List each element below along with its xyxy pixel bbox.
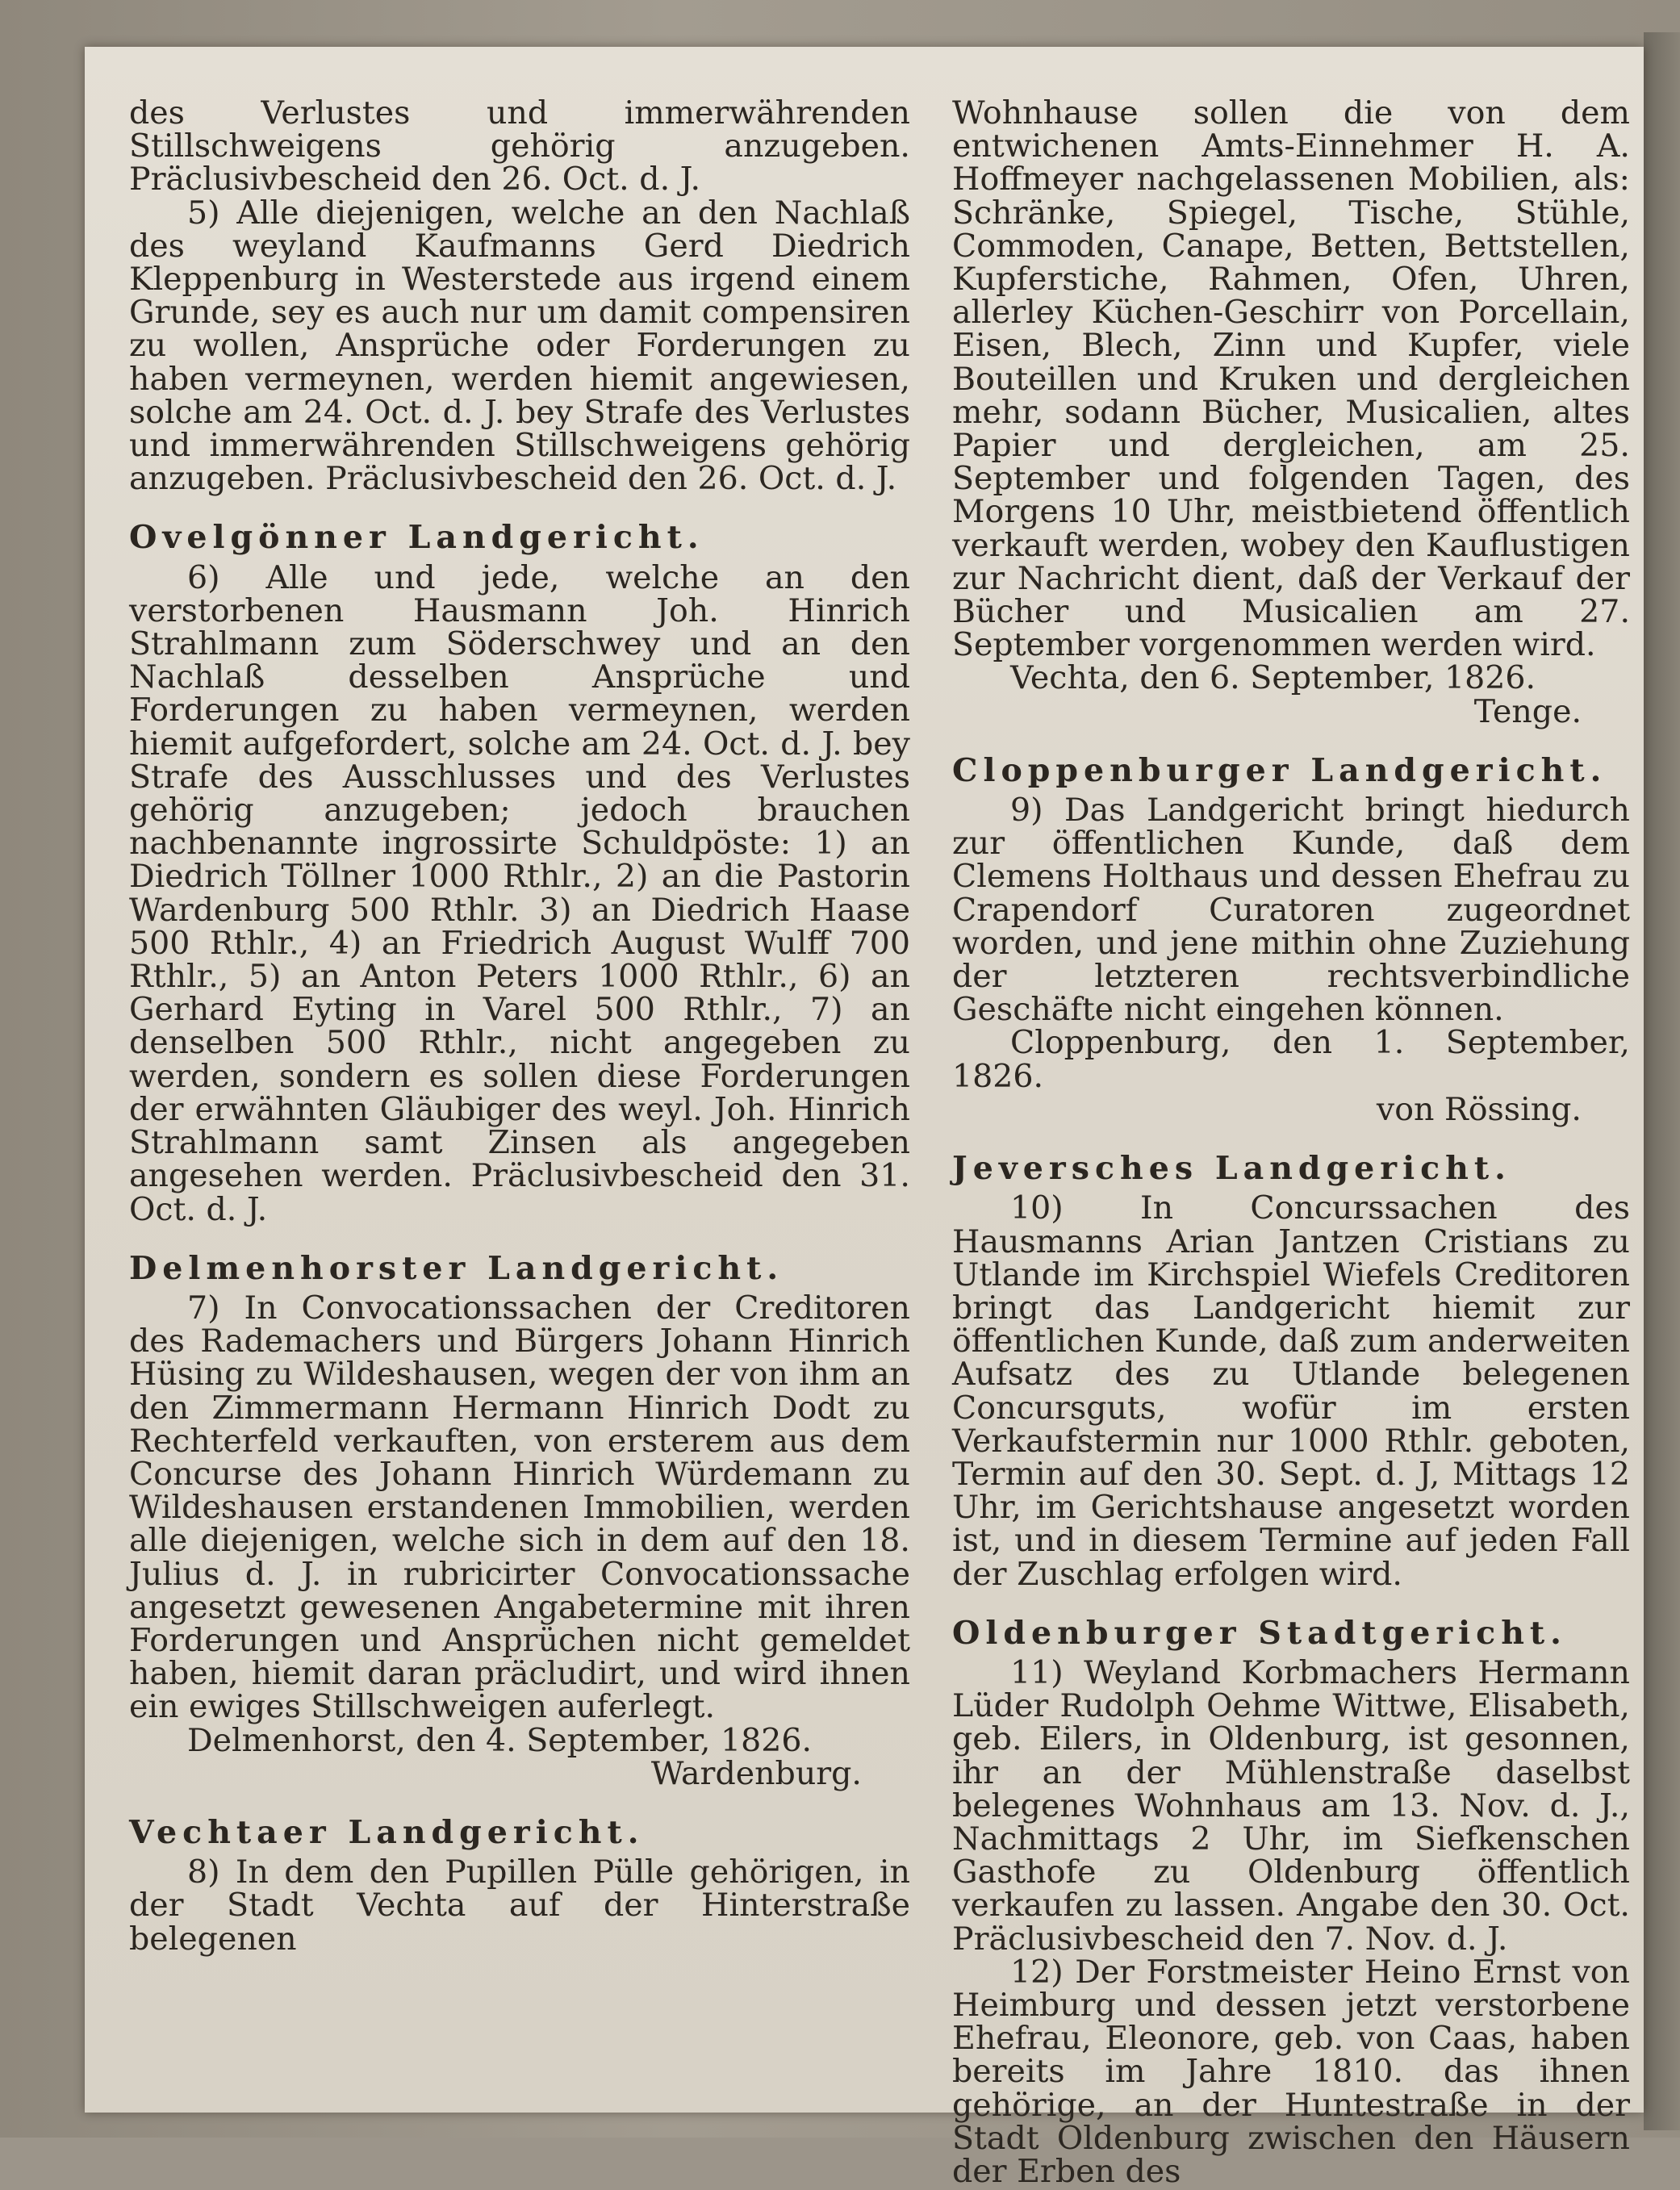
paragraph-10: 10) In Concurssachen des Hausmanns Arian Jantzen Cristians zu Utlande im Kirchspiel Wiefels Creditoren bringt das Landgericht hiemit zur öffentlichen Kunde, daß zum anderweiten Aufsatz des zu Utlande belegenen Concursguts, wofür im ersten Verkaufstermin nur 1000 Rthlr. geboten, Termin auf den 30. Sept. d. J, Mittags 12 Uhr, im Gerichtshause angesetzt worden ist, und in diesem Termine auf jeden Fall der Zuschlag erfolgen wird. <box>952 1189 1630 1593</box>
paragraph-5: 5) Alle diejenigen, welche an den Nachlaß des weyland Kaufmanns Gerd Diedrich Kleppenburg in Westerstede aus irgend einem Grunde, sey es auch nur um damit compensiren zu wollen, Ansprüche oder Forderungen zu haben vermeynen, werden hiemit angewiesen, solche am 24. Oct. d. J. bey Strafe des Verlustes und immerwährenden Stillschweigens gehörig anzugeben. Präclusivbescheid den 26. Oct. d. J. <box>129 194 910 498</box>
left-column <box>129 94 910 1958</box>
paragraph-11: 11) Weyland Korbmachers Hermann Lüder Rudolph Oehme Wittwe, Elisabeth, geb. Eilers, in Oldenburg, ist gesonnen, ihr an der Mühlenstraße daselbst belegenes Wohnhaus am 13. Nov. d. J., Nachmittags 2 Uhr, im Siefkenschen Gasthofe zu Oldenburg öffentlich verkaufen zu lassen. Angabe den 30. Oct. Präclusivbescheid den 7. Nov. d. J. <box>952 1653 1630 1958</box>
heading-jever: Jeversches Landgericht. <box>952 1150 1511 1188</box>
right-column <box>952 94 1630 2190</box>
paragraph-9: 9) Das Landgericht bringt hiedurch zur öffentlichen Kunde, daß dem Clemens Holthaus und dessen Ehefrau zu Crapendorf Curatoren zugeordnet worden, und jene mithin ohne Zuziehung der letzteren rechtsverbindliche Geschäfte nicht eingehen können. <box>952 792 1630 1029</box>
paragraph-8-start: 8) In dem den Pupillen Pülle gehörigen, in der Stadt Vechta auf der Hinterstraße belegenen <box>129 1854 910 1958</box>
paragraph-7: 7) In Convocationssachen der Creditoren des Rademachers und Bürgers Johann Hinrich Hüsing zu Wildeshausen, wegen der von ihm an den Zimmermann Hermann Hinrich Dodt zu Rechterfeld verkauften, von ersterem aus dem Concurse des Johann Hinrich Würdemann zu Wildeshausen erstandenen Immobilien, werden alle diejenigen, welche sich in dem auf den 18. Julius d. J. in rubricirter Convocationssache angesetzt gewesenen Angabetermine mit ihren Forderungen und Ansprüchen nicht gemeldet haben, hiemit daran präcludirt, und wird ihnen ein ewiges Stillschweigen auferlegt. <box>129 1289 910 1726</box>
paragraph-8-continuation: Wohnhause sollen die von dem entwichenen Amts-Einnehmer H. A. Hoffmeyer nachgelassenen Mobilien, als: Schränke, Spiegel, Tische, Stühle, Commoden, Canape, Betten, Bettstellen, Kupferstiche, Rahmen, Ofen, Uhren, allerley Küchen-Geschirr von Porcellain, Eisen, Blech, Zinn und Kupfer, viele Bouteillen und Kruken und dergleichen mehr, sodann Bücher, Musicalien, altes Papier und dergleichen, am 25. September und folgenden Tagen, des Morgens 10 Uhr, meistbietend öffentlich verkauft werden, wobey den Kauflustigen zur Nachricht dient, daß der Verkauf der Bücher und Musicalien am 27. September vorgenommen werden wird. <box>952 94 1630 664</box>
heading-vechta: Vechtaer Landgericht. <box>129 1813 645 1851</box>
paragraph-continuation: des Verlustes und immerwährenden Stillschweigens gehörig anzugeben. Präclusivbescheid den 26. Oct. d. J. <box>129 94 910 199</box>
heading-oldenburg: Oldenburger Stadtgericht. <box>952 1614 1567 1652</box>
signature-cloppenburg: von Rössing. <box>1376 1090 1582 1128</box>
heading-ovelgoenne: Ovelgönner Landgericht. <box>129 519 704 557</box>
signature-delmenhorst: Wardenburg. <box>650 1754 862 1792</box>
paragraph-12: 12) Der Forstmeister Heino Ernst von Heimburg und dessen jetzt verstorbene Ehefrau, Eleonore, geb. von Caas, haben bereits im Jahre 1810. das ihnen gehörige, an der Huntestraße in der Stadt Oldenburg zwischen den Häusern der Erben des <box>952 1953 1630 2190</box>
heading-delmenhorst: Delmenhorster Landgericht. <box>129 1249 784 1287</box>
heading-cloppenburg: Cloppenburger Landgericht. <box>952 751 1607 789</box>
dateline-vechta: Vechta, den 6. September, 1826. <box>1010 659 1536 697</box>
signature-vechta: Tenge. <box>1473 692 1582 730</box>
adjacent-page-edge <box>1644 32 1680 2130</box>
dateline-delmenhorst: Delmenhorst, den 4. September, 1826. <box>187 1721 813 1759</box>
dateline-cloppenburg: Cloppenburg, den 1. September, 1826. <box>952 1024 1630 1095</box>
paragraph-6: 6) Alle und jede, welche an den verstorbenen Hausmann Joh. Hinrich Strahlmann zum Söderschwey und an den Nachlaß desselben Ansprüche und Forderungen zu haben vermeynen, werden hiemit aufgefordert, solche am 24. Oct. d. J. bey Strafe des Ausschlusses und des Verlustes gehörig anzugeben; jedoch brauchen nachbenannte ingrossirte Schuldpöste: 1) an Diedrich Töllner 1000 Rthlr., 2) an die Pastorin Wardenburg 500 Rthlr. 3) an Diedrich Haase 500 Rthlr., 4) an Friedrich August Wulff 700 Rthlr., 5) an Anton Peters 1000 Rthlr., 6) an Gerhard Eyting in Varel 500 Rthlr., 7) an denselben 500 Rthlr., nicht angegeben zu werden, sondern es sollen diese Forderungen der erwähnten Gläubiger des weyl. Joh. Hinrich Strahlmann samt Zinsen als angegeben angesehen werden. Präclusivbescheid den 31. Oct. d. J. <box>129 558 910 1228</box>
